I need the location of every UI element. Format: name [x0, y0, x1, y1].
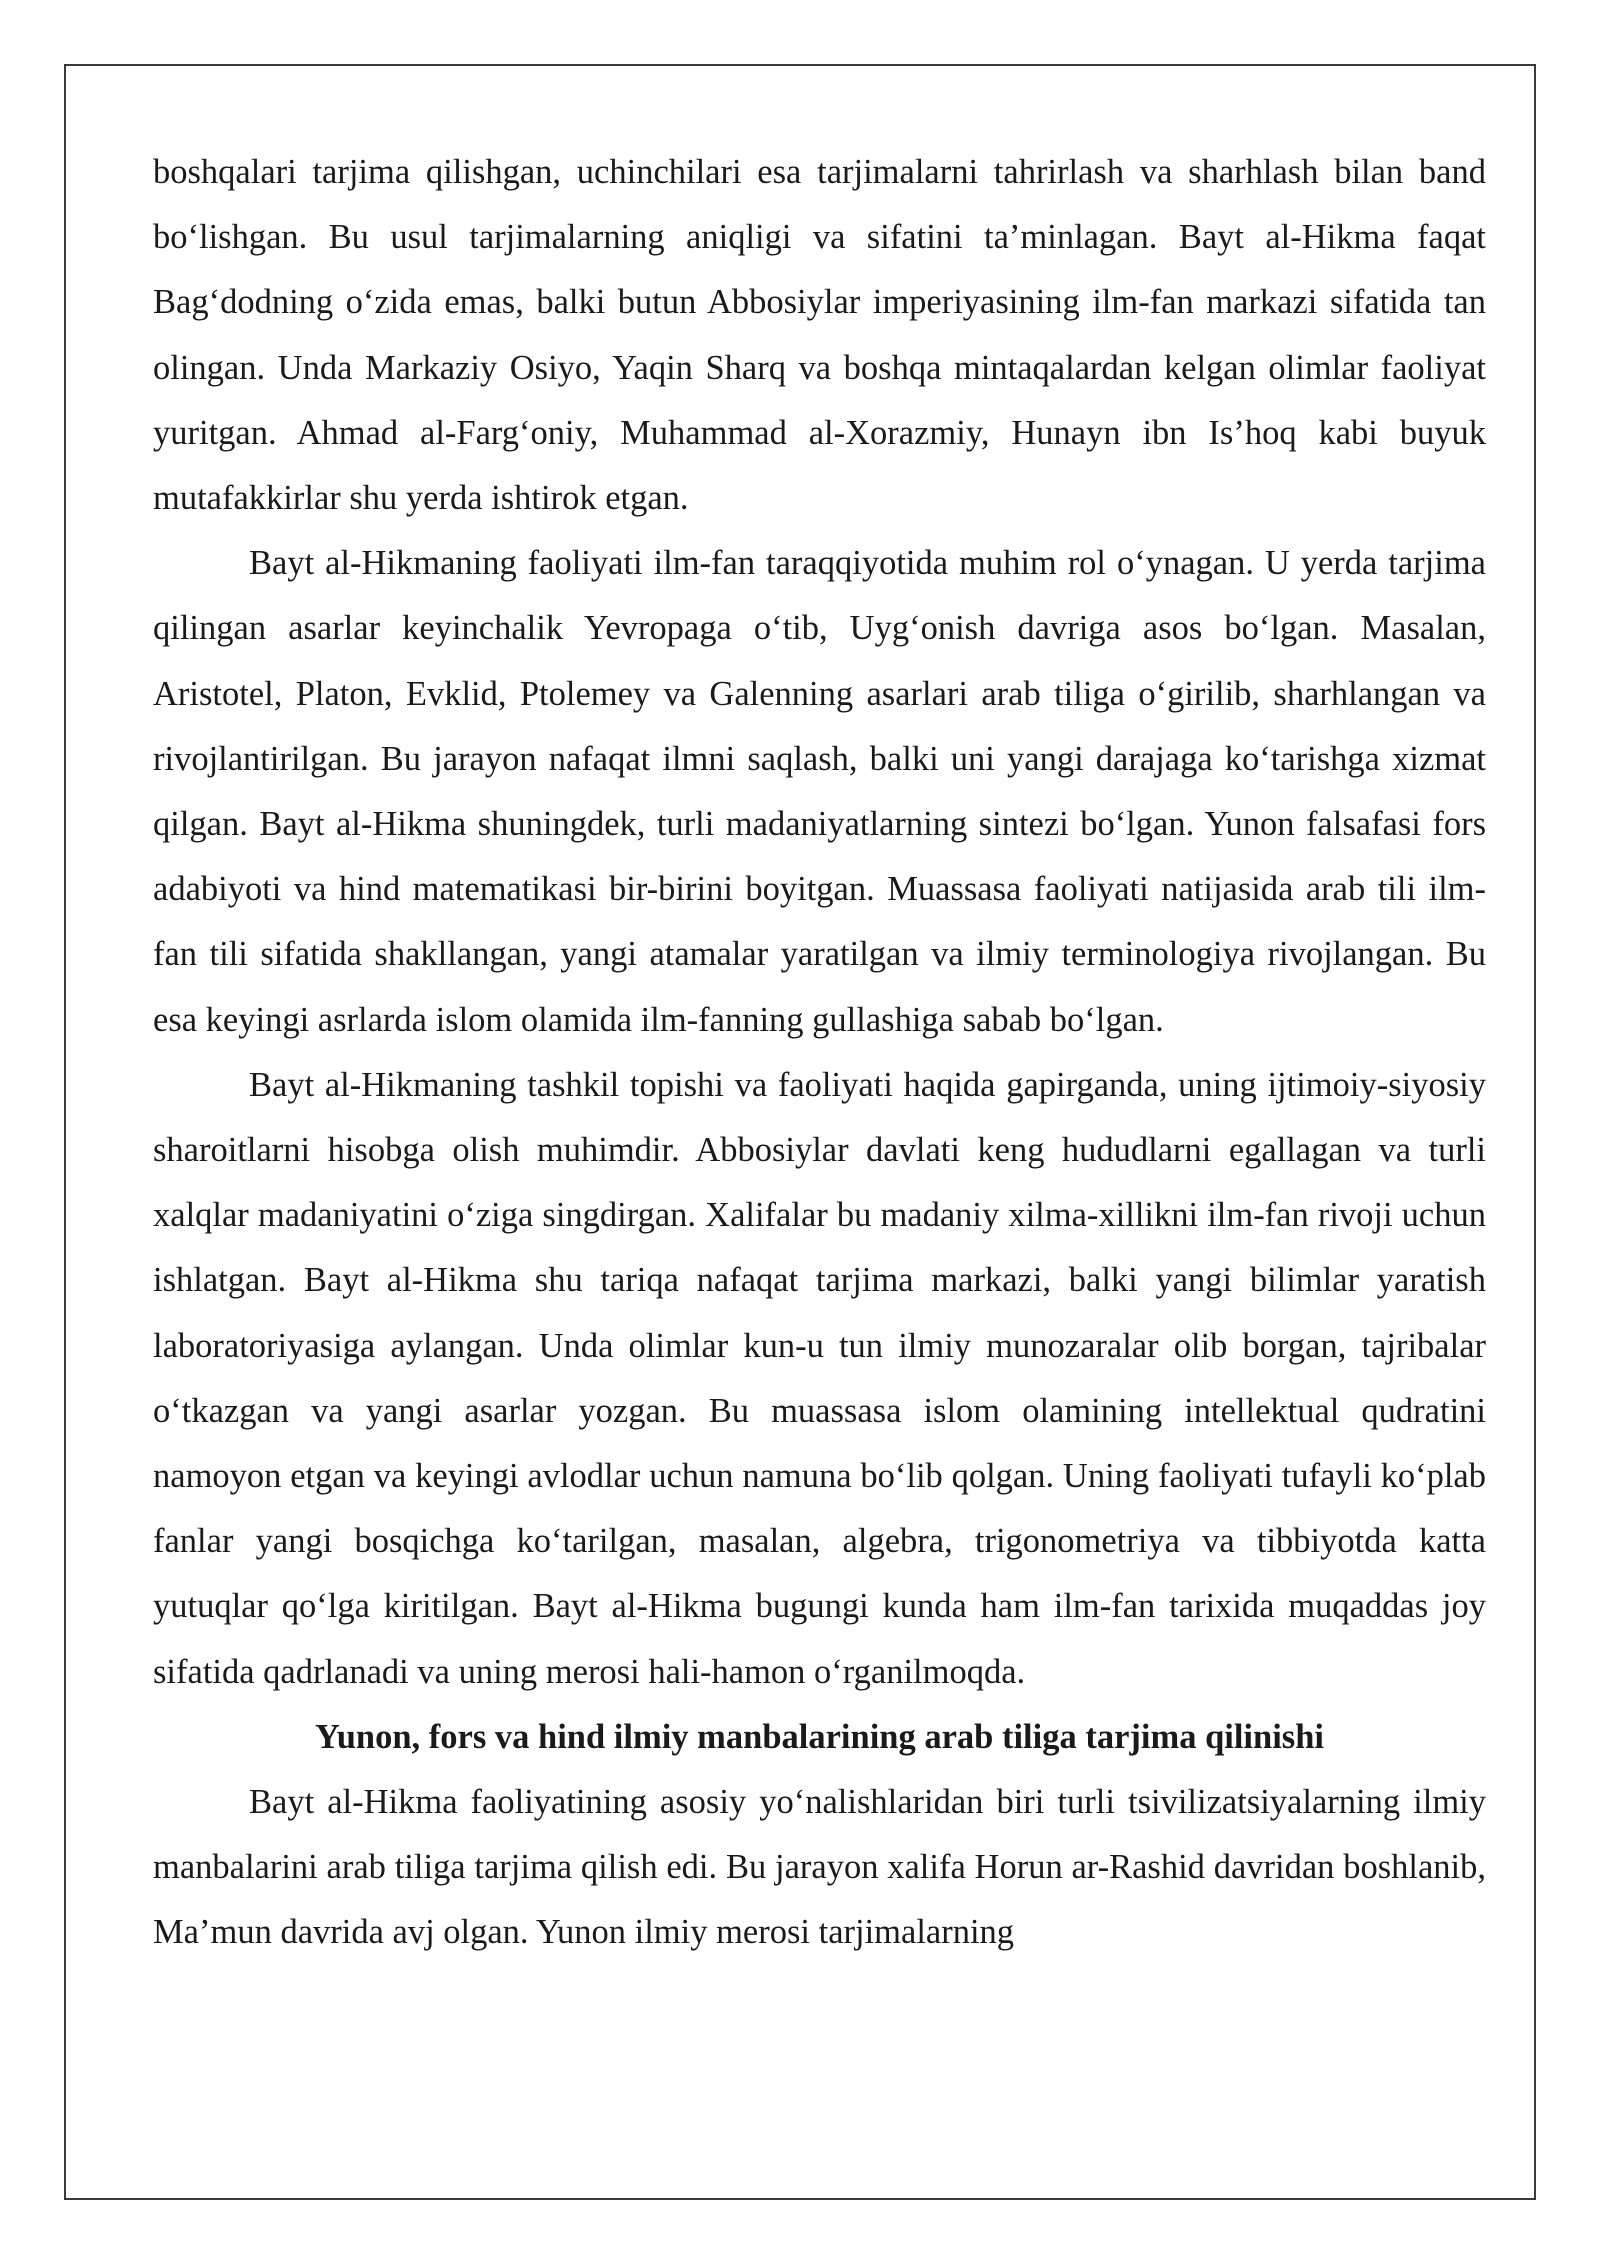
- paragraph-3: Bayt al-Hikmaning tashkil topishi va faoliyati haqida gapirganda, uning ijtimoiy-siyosiy sharoitlarni hisobga olish muhimdir. Abbosiylar davlati keng hududlarni egallagan va turli xalqlar madaniyatini o‘ziga singdirgan. Xalifalar bu madaniy xilma-xillikni ilm-fan rivoji uchun ishlatgan. Bayt al-Hikma shu tariqa nafaqat tarjima markazi, balki yangi bilimlar yaratish laboratoriyasiga aylangan. Unda olimlar kun-u tun ilmiy munozaralar olib borgan, tajribalar o‘tkazgan va yangi asarlar yozgan. Bu muassasa islom olamining intellektual qudratini namoyon etgan va keyingi avlodlar uchun namuna bo‘lib qolgan. Uning faoliyati tufayli ko‘plab fanlar yangi bosqichga ko‘tarilgan, masalan, algebra, trigonometriya va tibbiyotda katta yutuqlar qo‘lga kiritilgan. Bayt al-Hikma bugungi kunda ham ilm-fan tarixida muqaddas joy sifatida qadrlanadi va uning merosi hali-hamon o‘rganilmoqda.: [153, 1065, 1486, 1691]
- paragraph-2: Bayt al-Hikmaning faoliyati ilm-fan taraqqiyotida muhim rol o‘ynagan. U yerda tarjima qilingan asarlar keyinchalik Yevropaga o‘tib, Uyg‘onish davriga asos bo‘lgan. Masalan, Aristotel, Platon, Evklid, Ptolemey va Galenning asarlari arab tiliga o‘girilib, sharhlangan va rivojlantirilgan. Bu jarayon nafaqat ilmni saqlash, balki uni yangi darajaga ko‘tarishga xizmat qilgan. Bayt al-Hikma shuningdek, turli madaniyatlarning sintezi bo‘lgan. Yunon falsafasi fors adabiyoti va hind matematikasi bir-birini boyitgan. Muassasa faoliyati natijasida arab tili ilm-fan tili sifatida shakllangan, yangi atamalar yaratilgan va ilmiy terminologiya rivojlangan. Bu esa keyingi asrlarda islom olamida ilm-fanning gullashiga sabab bo‘lgan.: [153, 544, 1486, 1039]
- paragraph-4: Bayt al-Hikma faoliyatining asosiy yo‘nalishlaridan biri turli tsivilizatsiyalarning ilmiy manbalarini arab tiliga tarjima qilish edi. Bu jarayon xalifa Horun ar-Rashid davridan boshlanib, Ma’mun davrida avj olgan. Yunon ilmiy merosi tarjimalarning: [153, 1783, 1486, 1952]
- document-body: [153, 140, 1486, 1966]
- paragraph-1: boshqalari tarjima qilishgan, uchinchilari esa tarjimalarni tahrirlash va sharhlash bilan band bo‘lishgan. Bu usul tarjimalarning aniqligi va sifatini ta’minlagan. Bayt al-Hikma faqat Bag‘dodning o‘zida emas, balki butun Abbosiylar imperiyasining ilm-fan markazi sifatida tan olingan. Unda Markaziy Osiyo, Yaqin Sharq va boshqa mintaqalardan kelgan olimlar faoliyat yuritgan. Ahmad al-Farg‘oniy, Muhammad al-Xorazmiy, Hunayn ibn Is’hoq kabi buyuk mutafakkirlar shu yerda ishtirok etgan.: [153, 153, 1486, 518]
- section-heading: Yunon, fors va hind ilmiy manbalarining arab tiliga tarjima qilinishi: [314, 1717, 1324, 1756]
